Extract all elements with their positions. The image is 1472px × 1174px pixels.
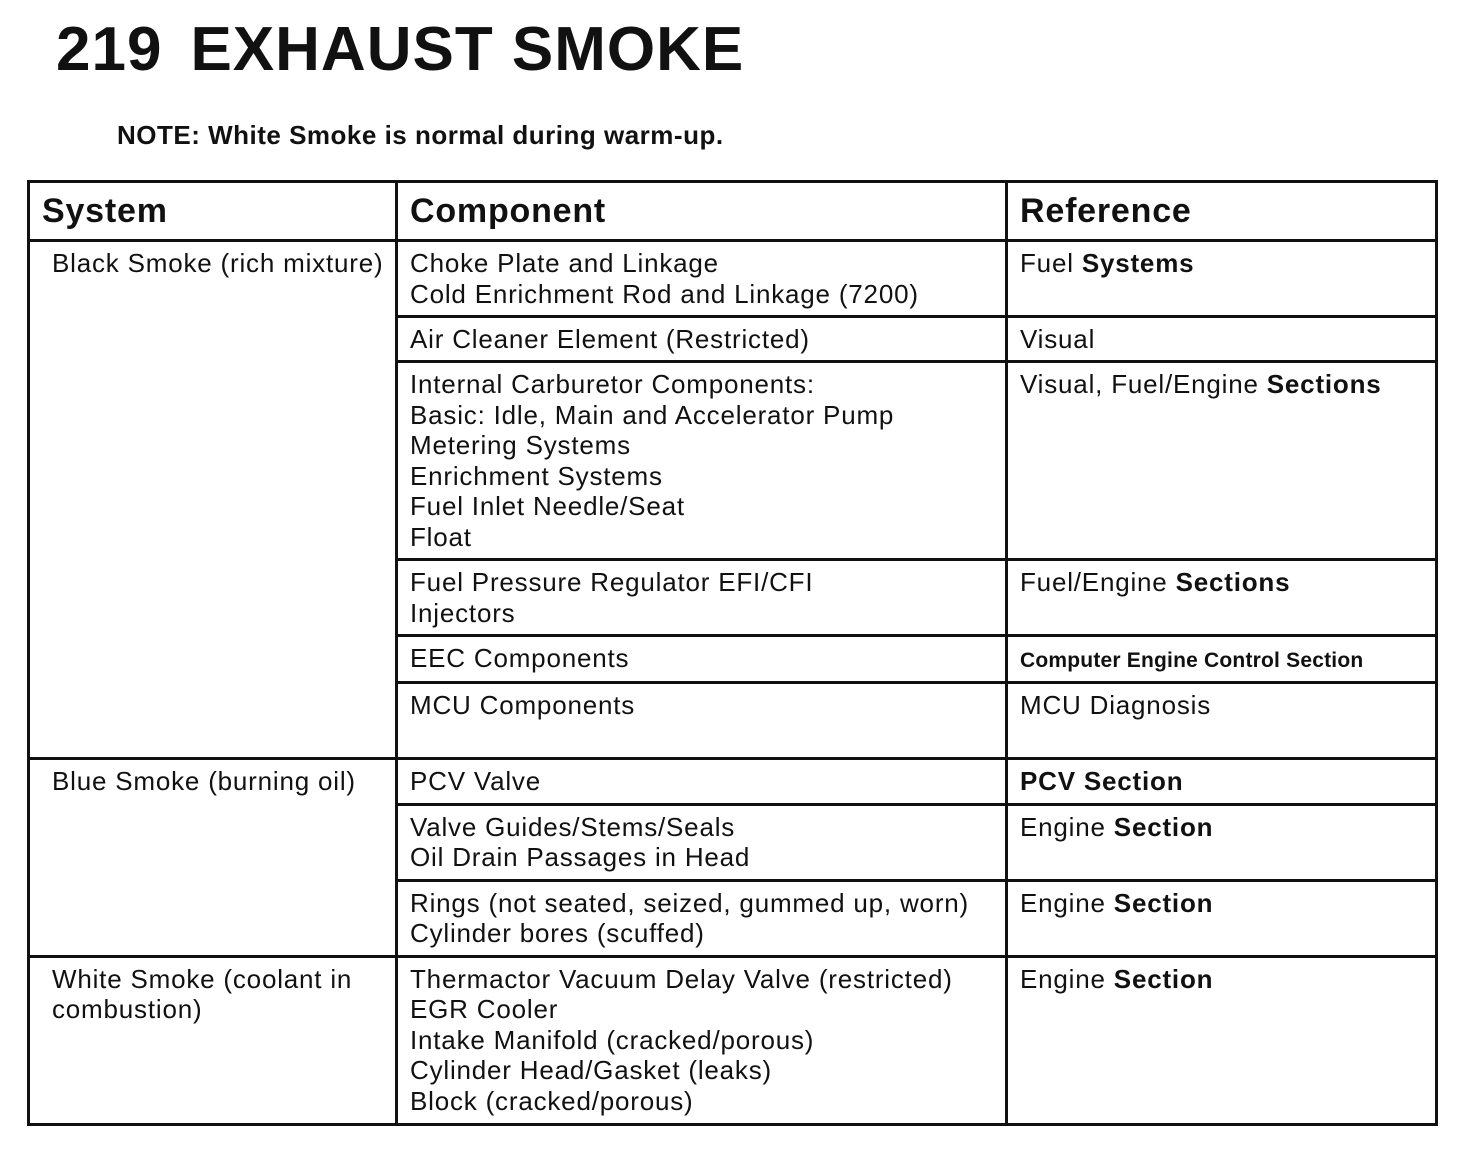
system-label: White Smoke (coolant in combustion) bbox=[52, 963, 353, 1024]
table-header-row bbox=[29, 182, 1437, 241]
reference-bold: Section bbox=[1113, 811, 1214, 842]
component-line: Basic: Idle, Main and Accelerator Pump bbox=[410, 399, 895, 430]
table-row bbox=[29, 758, 1437, 804]
component-line: Block (cracked/porous) bbox=[410, 1085, 694, 1116]
reference-bold: Sections bbox=[1266, 369, 1382, 399]
reference-bold: Sections bbox=[1175, 567, 1291, 597]
component-cell bbox=[397, 241, 1007, 317]
warm-up-note: NOTE: White Smoke is normal during warm-up. bbox=[117, 120, 724, 150]
reference-plain: Fuel bbox=[1020, 248, 1082, 278]
component-line: Air Cleaner Element (Restricted) bbox=[410, 324, 810, 354]
component-cell bbox=[397, 560, 1007, 636]
section-title: EXHAUST SMOKE bbox=[190, 15, 745, 84]
system-cell-black-smoke bbox=[29, 241, 397, 759]
reference-cell bbox=[1007, 636, 1437, 683]
reference-plain: Engine bbox=[1020, 963, 1114, 994]
table-row bbox=[29, 956, 1437, 1124]
reference-plain: Fuel/Engine bbox=[1020, 567, 1176, 597]
reference-plain: MCU Diagnosis bbox=[1020, 689, 1212, 720]
component-line: PCV Valve bbox=[410, 765, 541, 796]
component-line: Oil Drain Passages in Head bbox=[410, 842, 751, 872]
component-cell bbox=[397, 682, 1007, 758]
table-row bbox=[29, 241, 1437, 317]
component-line: Fuel Inlet Needle/Seat bbox=[410, 491, 685, 521]
header-component: Component bbox=[397, 182, 1007, 241]
component-line: Intake Manifold (cracked/porous) bbox=[410, 1024, 815, 1055]
reference-plain: Visual bbox=[1020, 324, 1096, 354]
system-label: Blue Smoke (burning oil) bbox=[52, 765, 356, 796]
component-line: Metering Systems bbox=[410, 430, 631, 460]
component-line: MCU Components bbox=[410, 689, 636, 720]
exhaust-smoke-table bbox=[27, 180, 1438, 1126]
component-line: EEC Components bbox=[410, 643, 630, 673]
component-cell bbox=[397, 758, 1007, 804]
reference-plain: Visual, Fuel/Engine bbox=[1020, 369, 1267, 399]
component-line: Valve Guides/Stems/Seals bbox=[410, 811, 736, 842]
header-reference: Reference bbox=[1007, 182, 1437, 241]
component-line: Rings (not seated, seized, gummed up, worn) bbox=[410, 887, 969, 918]
component-line: Injectors bbox=[410, 597, 516, 628]
reference-cell bbox=[1007, 241, 1437, 317]
system-cell-white-smoke bbox=[29, 956, 397, 1124]
reference-cell bbox=[1007, 804, 1437, 880]
reference-bold: Systems bbox=[1081, 248, 1195, 278]
component-cell bbox=[397, 636, 1007, 683]
reference-cell bbox=[1007, 317, 1437, 362]
page-title bbox=[56, 10, 744, 90]
component-cell bbox=[397, 956, 1007, 1124]
reference-bold: Section bbox=[1113, 887, 1214, 918]
reference-bold: Section bbox=[1113, 963, 1214, 994]
component-cell bbox=[397, 317, 1007, 362]
reference-plain: Engine bbox=[1020, 887, 1114, 918]
reference-cell bbox=[1007, 560, 1437, 636]
reference-bold: Computer Engine Control Section bbox=[1020, 649, 1364, 672]
component-line: Float bbox=[410, 521, 472, 552]
component-line: Cylinder bores (scuffed) bbox=[410, 918, 705, 948]
component-line: Cold Enrichment Rod and Linkage (7200) bbox=[410, 278, 919, 309]
reference-cell bbox=[1007, 880, 1437, 956]
component-line: Cylinder Head/Gasket (leaks) bbox=[410, 1055, 772, 1085]
reference-cell bbox=[1007, 362, 1437, 560]
component-cell bbox=[397, 362, 1007, 560]
component-cell bbox=[397, 880, 1007, 956]
component-line: Enrichment Systems bbox=[410, 460, 663, 491]
reference-plain: Engine bbox=[1020, 811, 1114, 842]
header-system: System bbox=[29, 182, 397, 241]
reference-bold: PCV Section bbox=[1020, 765, 1184, 796]
component-line: Internal Carburetor Components: bbox=[410, 369, 815, 399]
reference-cell bbox=[1007, 956, 1437, 1124]
component-line: Choke Plate and Linkage bbox=[410, 248, 719, 278]
component-line: Fuel Pressure Regulator EFI/CFI bbox=[410, 567, 814, 597]
component-line: EGR Cooler bbox=[410, 994, 559, 1024]
reference-cell bbox=[1007, 682, 1437, 758]
component-line: Thermactor Vacuum Delay Valve (restricted) bbox=[410, 963, 953, 994]
section-number: 219 bbox=[56, 15, 163, 84]
reference-cell bbox=[1007, 758, 1437, 804]
system-label: Black Smoke (rich mixture) bbox=[52, 248, 384, 278]
component-cell bbox=[397, 804, 1007, 880]
system-cell-blue-smoke bbox=[29, 758, 397, 956]
